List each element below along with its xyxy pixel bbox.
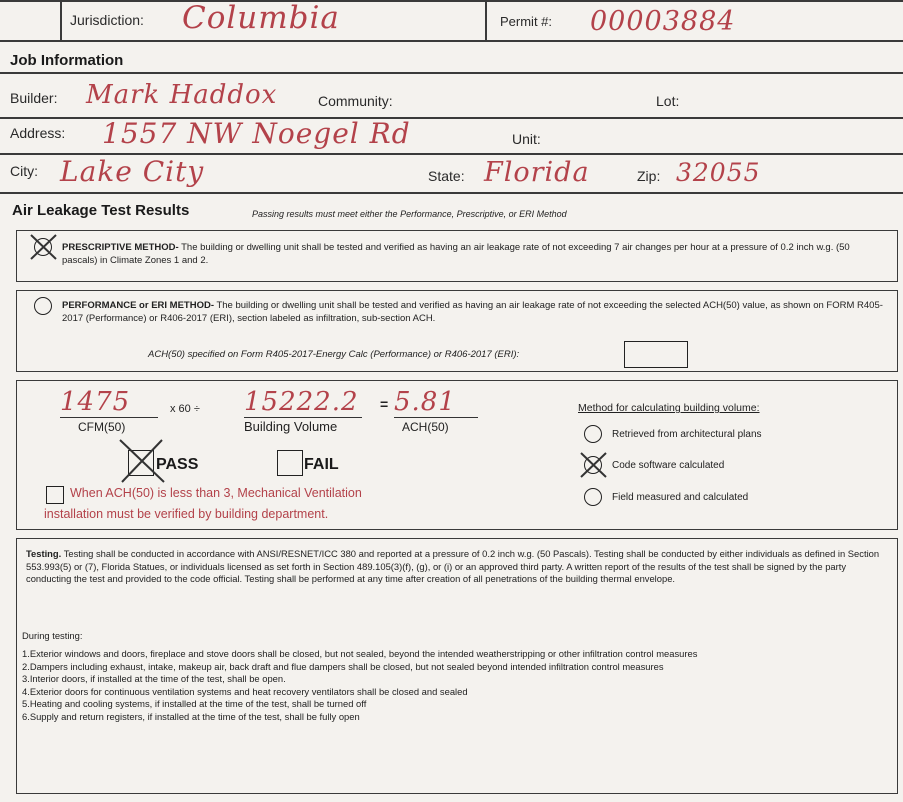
list-item: 3.Interior doors, if installed at the time of the test, shall be open.	[22, 673, 286, 685]
prescriptive-text: The building or dwelling unit shall be tested and verified as having an air leakage rate of not exceeding 7 air changes per hour at a pressure of 0.2 inch w.g. (50 pascals) in Climate Zones 1 and 2.	[62, 242, 850, 266]
builder-value[interactable]: Mark Haddox	[86, 80, 278, 110]
equals-sign: =	[380, 396, 389, 412]
zip-label: Zip:	[637, 168, 661, 184]
address-value[interactable]: 1557 NW Noegel Rd	[102, 117, 411, 150]
method-1-label: Retrieved from architectural plans	[612, 429, 762, 440]
air-leakage-note: Passing results must meet either the Performance, Prescriptive, or ERI Method	[252, 209, 567, 219]
list-item: 6.Supply and return registers, if installed at the time of the test, shall be fully open	[22, 710, 360, 722]
lot-label: Lot:	[656, 93, 680, 109]
during-testing-label: During testing:	[22, 630, 83, 641]
job-info-title: Job Information	[10, 52, 124, 69]
mech-vent-text-1: When ACH(50) is less than 3, Mechanical Ventilation	[70, 486, 362, 500]
address-label: Address:	[10, 125, 66, 141]
state-value[interactable]: Florida	[484, 157, 590, 188]
zip-value[interactable]: 32055	[676, 158, 761, 187]
ach50-specified-input[interactable]	[624, 341, 688, 368]
ach50-label: ACH(50)	[402, 420, 449, 434]
performance-radio[interactable]	[34, 297, 52, 315]
job-title-border	[0, 72, 903, 74]
multiply-sign: x 60 ÷	[170, 403, 200, 415]
ach50-value[interactable]: 5.81	[394, 387, 478, 418]
building-volume-label: Building Volume	[244, 419, 338, 434]
top-border	[0, 0, 903, 2]
list-item: 1.Exterior windows and doors, fireplace and stove doors shall be closed, but not sealed, beyond the intended weatherstripping or other infiltration control measures	[22, 648, 698, 659]
fail-checkbox[interactable]	[277, 450, 303, 476]
pass-label: PASS	[156, 456, 199, 473]
cfm50-label: CFM(50)	[78, 420, 126, 434]
building-volume-value[interactable]: 15222.2	[244, 387, 362, 418]
city-label: City:	[10, 163, 38, 179]
prescriptive-heading: PRESCRIPTIVE METHOD-	[62, 242, 179, 253]
header-mid-divider	[485, 0, 487, 40]
fail-label: FAIL	[304, 456, 339, 473]
permit-value[interactable]: 00003884	[590, 6, 736, 37]
header-bottom-border	[0, 40, 903, 42]
mech-vent-checkbox[interactable]	[46, 486, 64, 504]
header-left-divider	[60, 0, 62, 40]
list-item: 4.Exterior doors for continuous ventilation systems and heat recovery ventilators shall be closed and sealed	[22, 685, 468, 697]
city-value[interactable]: Lake City	[60, 155, 205, 188]
method-2-label: Code software calculated	[612, 460, 725, 471]
method-3-radio[interactable]	[584, 488, 602, 506]
permit-label: Permit #:	[500, 14, 553, 29]
performance-text-block	[62, 300, 884, 325]
unit-label: Unit:	[512, 131, 541, 147]
testing-items-list	[22, 648, 892, 724]
list-item: 2.Dampers including exhaust, intake, makeup air, back draft and flue dampers shall be closed, but not sealed beyond intended infiltration control measures	[22, 660, 664, 672]
prescriptive-text-block	[62, 242, 884, 267]
jurisdiction-value[interactable]: Columbia	[182, 0, 340, 36]
method-3-label: Field measured and calculated	[612, 492, 749, 503]
prescriptive-check-mark-icon	[28, 232, 60, 262]
state-label: State:	[428, 168, 465, 184]
air-leakage-title: Air Leakage Test Results	[12, 202, 190, 219]
testing-body: Testing shall be conducted in accordance with ANSI/RESNET/ICC 380 and reported at a pressure of 0.2 inch w.g. (50 Pascals). Testing shall be conducted by either individuals as defined in Section 553.993(5) or (7), Florida Statues, or individuals licensed as set forth in Section 489.105(3)(f), (g), or (i) or an approved third party. A written report of the results of the test shall be signed by the party conducting the test and provided to the code official. Testing shall be performed at any time after creation of all penetrations of the building thermal envelope.	[26, 548, 880, 585]
method-title: Method for calculating building volume:	[578, 402, 760, 414]
testing-heading: Testing.	[26, 548, 62, 559]
performance-heading: PERFORMANCE or ERI METHOD-	[62, 300, 214, 311]
builder-label: Builder:	[10, 90, 58, 106]
method-2-check-mark-icon	[578, 450, 610, 480]
performance-specified-label: ACH(50) specified on Form R405-2017-Energy Calc (Performance) or R406-2017 (ERI):	[148, 349, 520, 360]
method-1-radio[interactable]	[584, 425, 602, 443]
performance-text: The building or dwelling unit shall be tested and verified as having an air leakage rate of not exceeding the selected ACH(50) value, as shown on FORM R405-2017 (Performance) or R406-2017 (ERI), section labeled as infiltration, sub-section ACH.	[62, 300, 883, 324]
list-item: 5.Heating and cooling systems, if installed at the time of the test, shall be turned off	[22, 698, 367, 710]
community-label: Community:	[318, 93, 393, 109]
testing-paragraph	[26, 548, 890, 586]
mech-vent-text-2: installation must be verified by building department.	[44, 507, 329, 521]
city-row-border	[0, 192, 903, 194]
cfm50-value[interactable]: 1475	[60, 387, 158, 418]
jurisdiction-label: Jurisdiction:	[70, 12, 144, 28]
